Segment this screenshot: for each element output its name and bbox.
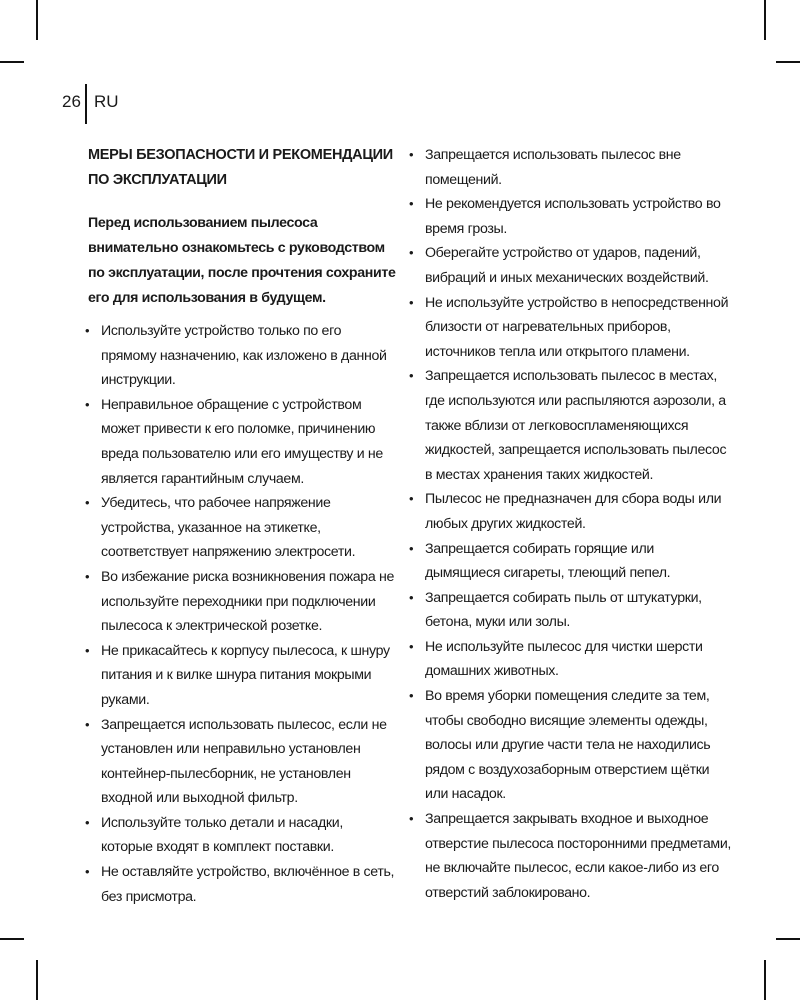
list-item: • Запрещается собирать пыль от штукатурки, бетона, муки или золы. (412, 586, 732, 635)
list-item: • Убедитесь, что рабочее напряжение устройства, указанное на этикетке, соответствует напряжению электросети. (88, 491, 398, 565)
list-item: • Не прикасайтесь к корпусу пылесоса, к шнуру питания и к вилке шнура питания мокрыми руками. (88, 639, 398, 713)
crop-mark-top-left (36, 0, 38, 40)
crop-mark-top-left-h (0, 61, 24, 63)
left-column (88, 143, 398, 909)
list-item: • Запрещается использовать пылесос вне помещений. (412, 143, 732, 192)
list-item: • Не оставляйте устройство, включённое в сеть, без присмотра. (88, 860, 398, 909)
list-item: • Неправильное обращение с устройством может привести к его поломке, причинению вреда пользователю или его имуществу и не является гарантийным случаем. (88, 393, 398, 491)
list-item: • Пылесос не предназначен для сбора воды или любых других жидкостей. (412, 487, 732, 536)
language-label: RU (94, 92, 119, 111)
list-item: • Запрещается собирать горящие или дымящиеся сигареты, тлеющий пепел. (412, 537, 732, 586)
crop-mark-top-right (764, 0, 766, 40)
crop-mark-top-right-h (776, 61, 800, 63)
list-item: • Используйте устройство только по его прямому назначению, как изложено в данной инструкции. (88, 319, 398, 393)
list-item: • Оберегайте устройство от ударов, падений, вибраций и иных механических воздействий. (412, 241, 732, 290)
crop-mark-bottom-right (764, 960, 766, 1000)
list-item: • Во время уборки помещения следите за тем, чтобы свободно висящие элементы одежды, волосы или другие части тела не находились рядом с воздухозаборным отверстием щётки или насадок. (412, 684, 732, 807)
list-item: • Запрещается закрывать входное и выходное отверстие пылесоса посторонними предметами, не включайте пылесос, если какое-либо из его отверстий заблокировано. (412, 807, 732, 905)
list-item: • Не рекомендуется использовать устройство во время грозы. (412, 192, 732, 241)
crop-mark-bottom-left (36, 960, 38, 1000)
right-column (412, 143, 732, 905)
page-number: 26 (62, 92, 81, 111)
list-item: • Не используйте устройство в непосредственной близости от нагревательных приборов, источников тепла или открытого пламени. (412, 291, 732, 365)
section-title: МЕРЫ БЕЗОПАСНОСТИ И РЕКОМЕНДАЦИИ ПО ЭКСПЛУАТАЦИИ (88, 147, 393, 188)
crop-mark-bottom-right-h (776, 938, 800, 940)
right-bullet-list (412, 143, 732, 905)
header-divider (85, 84, 87, 124)
list-item: • Запрещается использовать пылесос, если не установлен или неправильно установлен контейнер-пылесборник, не установлен входной или выходной фильтр. (88, 713, 398, 811)
left-bullet-list (88, 319, 398, 909)
list-item: • Запрещается использовать пылесос в местах, где используются или распыляются аэрозоли, а также вблизи от легковоспламеняющихся жидкостей, запрещается использовать пылесос в местах хранения таких жидкостей. (412, 364, 732, 487)
crop-mark-bottom-left-h (0, 938, 24, 940)
list-item: • Не используйте пылесос для чистки шерсти домашних животных. (412, 635, 732, 684)
list-item: • Используйте только детали и насадки, которые входят в комплект поставки. (88, 811, 398, 860)
list-item: • Во избежание риска возникновения пожара не используйте переходники при подключении пылесоса к электрической розетке. (88, 565, 398, 639)
intro-paragraph: Перед использованием пылесоса внимательно ознакомьтесь с руководством по эксплуатации, после прочтения сохраните его для использования в будущем. (88, 215, 396, 306)
